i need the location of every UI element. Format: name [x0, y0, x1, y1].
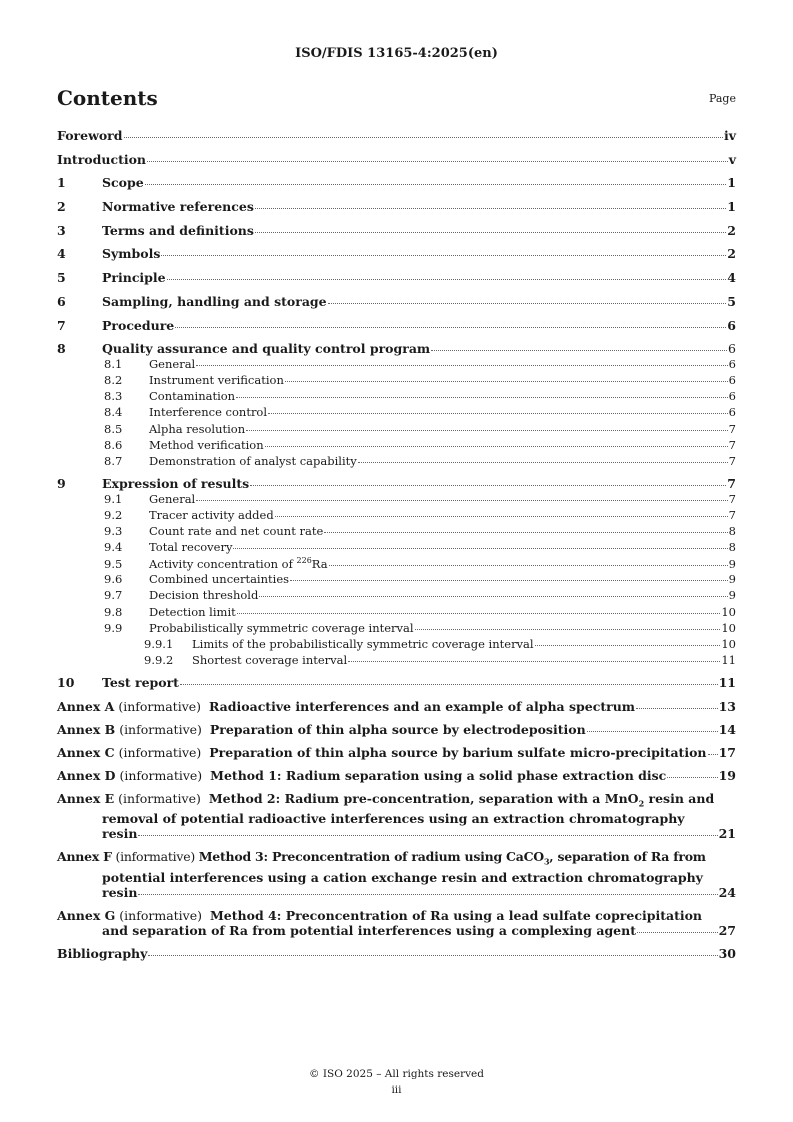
isotope-mass-number: 226: [296, 556, 312, 566]
toc-entry-8-5[interactable]: [57, 422, 736, 438]
toc-label: Instrument verification: [149, 373, 284, 388]
page-number: iii: [391, 1084, 402, 1096]
toc-number: 6: [57, 293, 66, 309]
toc-number: 1: [57, 175, 66, 191]
toc-page: 6: [728, 341, 736, 357]
toc-entry-introduction[interactable]: [57, 152, 736, 176]
dot-leader: [324, 532, 727, 533]
annex-heading: [57, 849, 736, 870]
dot-leader: [145, 184, 727, 185]
toc-number: 7: [57, 317, 66, 333]
subscript: 2: [638, 798, 645, 809]
toc-label: Combined uncertainties: [149, 572, 290, 587]
annex-title-text: and separation of Ra from potential interferences using a complexing agent: [102, 922, 636, 938]
dot-leader: [236, 397, 728, 398]
annex-title: Method 1: Radium separation using a solid phase extraction disc: [210, 767, 667, 783]
page-footer: [0, 1066, 793, 1098]
annex-title: Preparation of thin alpha source by barium sulfate micro-precipitation: [209, 744, 707, 760]
toc-label: Detection limit: [149, 604, 236, 619]
table-of-contents: [57, 128, 736, 968]
toc-entry-9-4[interactable]: [57, 540, 736, 556]
toc-page: 7: [728, 453, 736, 468]
annex-type: (informative): [118, 744, 202, 760]
annex-title-text: resin and: [644, 790, 715, 806]
dot-leader: [285, 381, 728, 382]
dot-leader: [415, 629, 721, 630]
toc-entry-7[interactable]: [57, 318, 736, 342]
toc-page: 11: [718, 674, 736, 690]
dot-leader: [667, 777, 717, 778]
annex-title-line-1: Method 4: Preconcentration of Ra using a lead sulfate coprecipitation: [209, 907, 703, 923]
page-title: Contents: [57, 86, 158, 110]
annex-id: Annex B: [57, 721, 116, 737]
toc-number: 9.9: [104, 620, 123, 635]
toc-page: 7: [728, 421, 736, 436]
toc-page: 4: [727, 270, 736, 286]
toc-label: Procedure: [102, 317, 175, 333]
annex-type: (informative): [118, 790, 201, 806]
dot-leader: [268, 413, 728, 414]
dot-leader: [138, 894, 717, 895]
toc-number: 4: [57, 246, 66, 262]
subscript: 3: [543, 856, 550, 867]
toc-entry-10[interactable]: [57, 675, 736, 699]
toc-number: 9.2: [104, 507, 123, 522]
toc-page: iv: [723, 128, 736, 143]
toc-entry-8-6[interactable]: [57, 438, 736, 454]
annex-title-text: resin: [102, 884, 138, 900]
toc-number: 9.9.2: [144, 652, 174, 667]
toc-label: Decision threshold: [149, 588, 259, 603]
toc-entry-8-2[interactable]: [57, 373, 736, 389]
toc-page: 27: [718, 922, 736, 938]
toc-page: 9: [728, 572, 736, 587]
dot-leader: [175, 327, 726, 328]
toc-page: 1: [727, 199, 736, 215]
toc-entry-2[interactable]: [57, 199, 736, 223]
toc-label: Terms and definitions: [102, 222, 254, 238]
toc-page: 10: [721, 636, 736, 651]
toc-page: 7: [727, 475, 736, 491]
toc-page: 10: [721, 604, 736, 619]
toc-entry-9-1[interactable]: [57, 492, 736, 508]
toc-number: 8.3: [104, 389, 123, 404]
dot-leader: [237, 613, 721, 614]
toc-entry-8-1[interactable]: [57, 357, 736, 373]
toc-number: 8.2: [104, 373, 123, 388]
toc-entry-9-8[interactable]: [57, 605, 736, 621]
toc-entry-6[interactable]: [57, 294, 736, 318]
toc-number: 8.4: [104, 405, 123, 420]
toc-label: General: [149, 491, 196, 506]
toc-page: v: [728, 151, 736, 167]
toc-label: Sampling, handling and storage: [102, 293, 327, 309]
dot-leader: [328, 303, 727, 304]
annex-heading: [57, 699, 635, 714]
dot-leader: [535, 645, 721, 646]
toc-label: Alpha resolution: [149, 421, 246, 436]
toc-label: Count rate and net count rate: [149, 524, 324, 539]
toc-page: 30: [718, 945, 736, 961]
toc-label: Shortest coverage interval: [192, 652, 348, 667]
toc-entry-9[interactable]: [57, 476, 736, 492]
annex-id: Annex E: [57, 790, 115, 806]
dot-leader: [290, 580, 728, 581]
annex-type: (informative): [119, 721, 202, 737]
annex-title-line-2: [57, 923, 736, 938]
toc-number: 9.6: [104, 572, 123, 587]
annex-title-text: Method 3: Preconcentration of radium using CaCO: [198, 849, 544, 865]
dot-leader: [431, 350, 727, 351]
toc-page: 2: [727, 222, 736, 238]
toc-entry-annex-e[interactable]: [57, 791, 736, 842]
dot-leader: [275, 516, 728, 517]
annex-type: (informative): [118, 698, 202, 714]
dot-leader: [161, 255, 726, 256]
annex-heading: [57, 768, 666, 783]
dot-leader: [196, 500, 727, 501]
toc-number: 9.1: [104, 491, 123, 506]
toc-number: 9.3: [104, 524, 123, 539]
toc-page: 6: [728, 357, 736, 372]
toc-page: 9: [728, 557, 736, 572]
dot-leader: [138, 835, 717, 836]
annex-title: Preparation of thin alpha source by electrodeposition: [209, 721, 586, 737]
dot-leader: [246, 430, 728, 431]
toc-page: 13: [718, 698, 736, 714]
toc-label: Expression of results: [102, 475, 250, 491]
toc-number: 5: [57, 270, 66, 286]
dot-leader: [148, 955, 717, 956]
annex-title-line-2: removal of potential radioactive interferences using an extraction chromatography: [102, 811, 685, 827]
annex-type: (informative): [115, 849, 195, 865]
toc-entry-9-5[interactable]: [57, 556, 736, 572]
annex-heading: [57, 722, 586, 737]
toc-entry-9-3[interactable]: [57, 524, 736, 540]
toc-number: 9.5: [104, 557, 123, 572]
toc-number: 8.5: [104, 421, 123, 436]
annex-id: Annex F: [57, 849, 112, 865]
toc-entry-annex-c[interactable]: [57, 745, 736, 760]
dot-leader: [259, 596, 727, 597]
dot-leader: [124, 137, 723, 138]
toc-page: 6: [728, 405, 736, 420]
toc-label: Tracer activity added: [149, 507, 274, 522]
toc-label: Total recovery: [149, 540, 233, 555]
toc-entry-5[interactable]: [57, 270, 736, 294]
annex-id: Annex G: [57, 907, 116, 923]
toc-entry-9-9-2[interactable]: [57, 653, 736, 669]
toc-number: 10: [57, 674, 75, 690]
toc-page: 8: [728, 540, 736, 555]
toc-number: 3: [57, 222, 66, 238]
toc-page: 7: [728, 507, 736, 522]
annex-heading: [57, 745, 707, 760]
toc-label: Limits of the probabilistically symmetric coverage interval: [192, 636, 534, 651]
toc-number: 8.6: [104, 437, 123, 452]
dot-leader: [348, 661, 720, 662]
toc-entry-annex-d[interactable]: [57, 768, 736, 783]
toc-entry-4[interactable]: [57, 246, 736, 270]
toc-entry-3[interactable]: [57, 223, 736, 247]
annex-title: Radioactive interferences and an example of alpha spectrum: [209, 698, 636, 714]
toc-page: 19: [718, 767, 736, 783]
toc-number: 8: [57, 341, 66, 357]
toc-page: 17: [718, 744, 736, 760]
dot-leader: [637, 932, 718, 933]
toc-page: 1: [727, 175, 736, 191]
dot-leader: [587, 731, 718, 732]
annex-id: Annex C: [57, 744, 115, 760]
annex-heading: [57, 908, 736, 923]
toc-entry-8[interactable]: [57, 341, 736, 357]
annex-title-line-3: [57, 826, 736, 841]
toc-page: 6: [728, 373, 736, 388]
annex-type: (informative): [119, 767, 203, 783]
toc-number: 9.8: [104, 604, 123, 619]
toc-number: 9: [57, 475, 66, 491]
dot-leader: [255, 232, 726, 233]
dot-leader: [167, 279, 727, 280]
annex-id: Annex A: [57, 698, 115, 714]
toc-page: 8: [728, 524, 736, 539]
toc-page: 14: [718, 721, 736, 737]
toc-entry-annex-g[interactable]: [57, 908, 736, 938]
toc-label: General: [149, 357, 196, 372]
toc-entry-8-3[interactable]: [57, 389, 736, 405]
toc-page: 2: [727, 246, 736, 262]
toc-entry-annex-b[interactable]: [57, 722, 736, 737]
dot-leader: [636, 708, 718, 709]
toc-entry-8-4[interactable]: [57, 405, 736, 421]
annex-title-line-1: [198, 849, 706, 867]
toc-page: 24: [718, 884, 736, 900]
document-header: ISO/FDIS 13165-4:2025(en): [295, 46, 498, 61]
toc-entry-annex-a[interactable]: [57, 699, 736, 714]
toc-label: Foreword: [57, 128, 123, 143]
annex-id: Annex D: [57, 767, 116, 783]
annex-type: (informative): [119, 907, 203, 923]
toc-page: 6: [728, 389, 736, 404]
dot-leader: [255, 208, 726, 209]
toc-number: 9.4: [104, 540, 123, 555]
annex-heading: [57, 791, 736, 812]
toc-label: Method verification: [149, 437, 264, 452]
toc-entry-9-6[interactable]: [57, 572, 736, 588]
toc-label-text: Activity concentration of: [149, 557, 297, 572]
toc-entry-bibliography[interactable]: [57, 946, 736, 968]
toc-label: Demonstration of analyst capability: [149, 453, 357, 468]
toc-number: 9.9.1: [144, 636, 174, 651]
dot-leader: [196, 365, 727, 366]
dot-leader: [265, 446, 728, 447]
dot-leader: [250, 485, 726, 486]
toc-number: 8.1: [104, 357, 123, 372]
toc-page: 5: [727, 293, 736, 309]
toc-page: 21: [718, 826, 736, 842]
toc-label: Probabilistically symmetric coverage interval: [149, 620, 414, 635]
toc-page: 10: [721, 620, 736, 635]
dot-leader: [329, 565, 728, 566]
copyright-notice: © ISO 2025 – All rights reserved: [309, 1068, 484, 1080]
toc-label: Principle: [102, 270, 166, 286]
dot-leader: [358, 462, 728, 463]
toc-page: 7: [728, 437, 736, 452]
toc-label: Symbols: [102, 246, 161, 262]
toc-page: 6: [727, 317, 736, 333]
toc-label: Contamination: [149, 389, 236, 404]
dot-leader: [233, 548, 727, 549]
toc-entry-9-7[interactable]: [57, 588, 736, 604]
toc-label: Normative references: [102, 199, 254, 215]
toc-entry-9-2[interactable]: [57, 508, 736, 524]
toc-entry-1[interactable]: [57, 175, 736, 199]
toc-page: 11: [721, 652, 736, 667]
dot-leader: [147, 161, 728, 162]
toc-label: Bibliography: [57, 945, 148, 961]
annex-title-line-3: [57, 885, 736, 900]
toc-entry-9-9[interactable]: [57, 621, 736, 637]
toc-page: 9: [728, 588, 736, 603]
toc-label: Quality assurance and quality control program: [102, 341, 431, 357]
toc-number: 8.7: [104, 453, 123, 468]
annex-title-line-1: [208, 790, 715, 809]
page-column-label: Page: [708, 92, 736, 105]
toc-label: Interference control: [149, 405, 268, 420]
toc-label: [149, 556, 328, 571]
dot-leader: [180, 684, 718, 685]
annex-title-text: Method 2: Radium pre-concentration, separation with a MnO: [208, 790, 639, 806]
dot-leader: [708, 754, 718, 755]
annex-title-line-2: potential interferences using a cation exchange resin and extraction chromatography: [102, 869, 703, 885]
toc-number: 2: [57, 199, 66, 215]
toc-label: Scope: [102, 175, 144, 191]
toc-label: Introduction: [57, 151, 147, 167]
toc-entry-annex-f[interactable]: [57, 849, 736, 900]
toc-label: Test report: [102, 674, 179, 690]
toc-number: 9.7: [104, 588, 123, 603]
toc-entry-8-7[interactable]: [57, 454, 736, 470]
toc-entry-foreword[interactable]: [57, 128, 736, 152]
annex-title-text: resin: [102, 826, 138, 842]
annex-title-text: , separation of Ra from: [549, 849, 706, 865]
toc-entry-9-9-1[interactable]: [57, 637, 736, 653]
element-symbol: Ra: [311, 557, 328, 572]
toc-page: 7: [728, 491, 736, 506]
